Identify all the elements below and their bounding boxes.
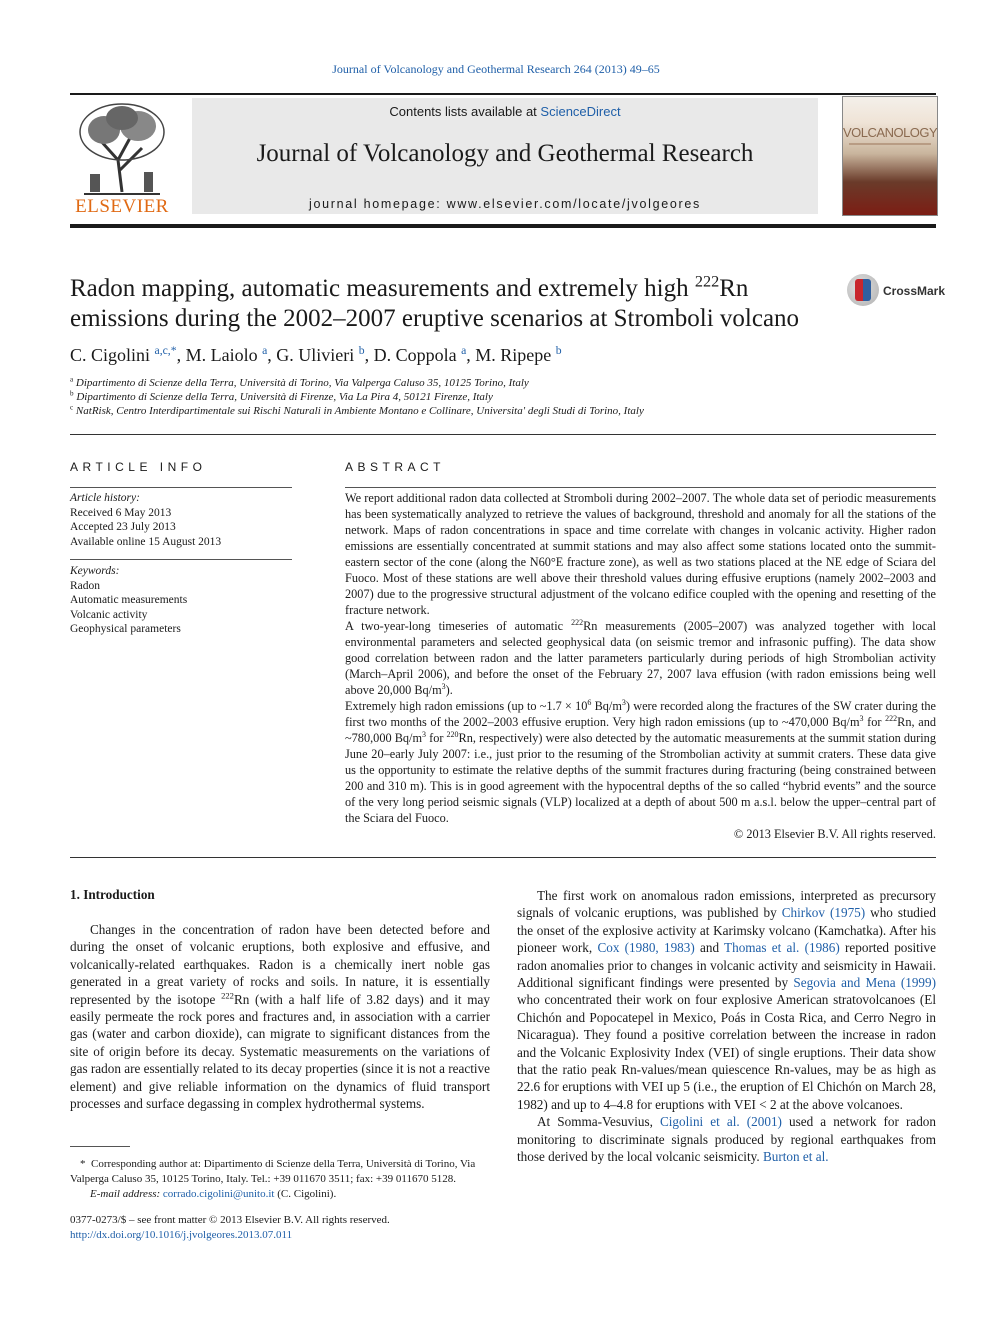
reference-link[interactable]: Chirkov (1975): [781, 905, 866, 921]
abstract-paragraph: Extremely high radon emissions (up to ~1.7 × $10^6$ $Bq/m^3$) were recorded along the fractures of the SW crater during the first two months of the 2002–2003 effusive eruption. Very high radon emissions (up to ~470,000 $Bq/m^3$ for $^{222}$Rn, and ~780,000 $Bq/m^3$ for $^{220}$Rn, respectively) were also detected by the automatic measurements at the summit station during June 20–early July 2007: i.e., just prior to the resuming of the Strombolian activity at summit craters. These data give us the opportunity to estimate the relative depths of the summit fractures during fracturing (being constrained between 200 and 310 m). This is in good agreement with the hypocentral depths of the so called “hybrid events” and the source of the very long period seismic signals (VLP) localized at a depth of about 500 m a.s.l. below the upper–central part of the Sciara del Fuoco.: [345, 697, 936, 825]
email-suffix: (C. Cigolini).: [274, 1188, 337, 1200]
footnote-star: *: [80, 1158, 86, 1170]
author-name[interactable]: G. Ulivieri: [276, 345, 355, 365]
doi-link[interactable]: http://dx.doi.org/10.1016/j.jvolgeores.2013.07.011: [70, 1229, 293, 1241]
history-label: Article history:: [70, 492, 140, 504]
journal-cover-image: [842, 96, 938, 216]
accepted-date: Accepted 23 July 2013: [70, 521, 176, 533]
affiliation-text: NatRisk, Centro Interdipartimentale sui Rischi Naturali in Ambiente Montano e Collinare, Universita' degli Studi di Torino, Italy: [75, 405, 644, 417]
received-date: Received 6 May 2013: [70, 506, 172, 519]
publisher-logo-text: ELSEVIER: [75, 196, 169, 217]
abstract-rule: [345, 487, 936, 488]
keyword: Automatic measurements: [70, 594, 188, 606]
abstract-heading: ABSTRACT: [345, 460, 446, 474]
keywords-rule: [70, 559, 292, 560]
journal-homepage[interactable]: journal homepage: www.elsevier.com/locate/jvolgeores: [308, 197, 702, 211]
keywords-label: Keywords:: [70, 565, 120, 577]
author-name[interactable]: D. Coppola: [373, 345, 457, 365]
header-bottom-rule: [70, 224, 936, 228]
corresponding-author-footnote: [70, 1157, 490, 1202]
title-part1: Radon mapping, automatic measurements and extremely high: [70, 275, 695, 302]
journal-citation[interactable]: Journal of Volcanology and Geothermal Research 264 (2013) 49–65: [332, 62, 660, 76]
crossmark-badge[interactable]: [847, 274, 946, 310]
author-affiliation-mark[interactable]: a: [262, 344, 268, 357]
contents-line: [192, 104, 818, 119]
affiliation-text: Dipartimento di Scienze della Terra, Università di Torino, Via Valperga Caluso 35, 10125 Torino, Italy: [75, 377, 529, 389]
affiliation: [70, 391, 493, 403]
author-affiliation-mark[interactable]: a,c,*: [154, 344, 177, 357]
article-history: [70, 491, 221, 549]
intro-right-column: [517, 887, 936, 1166]
article-info-rule: [70, 487, 292, 488]
intro-left-column: [70, 921, 490, 1112]
author-affiliation-mark[interactable]: b: [358, 344, 365, 357]
contents-prefix: Contents lists available at: [389, 104, 541, 119]
article-title: [70, 274, 830, 334]
author-list: C. Cigolini $^{a,c,*}$, M. Laiolo $^a$, G. Ulivieri $^b$, D. Coppola $^a$, M. Ripepe $^b$: [70, 344, 562, 365]
keyword: Volcanic activity: [70, 608, 148, 621]
footnote-text: Corresponding author at: Dipartimento di Scienze della Terra, Università di Torino, Via Valperga Caluso 35, 10125 Torino, Italy. Tel.: +39 011670 3511; fax: +39 011670 5128.: [70, 1158, 476, 1185]
crossmark-icon: [847, 274, 879, 306]
affiliation-mark: c: [70, 403, 74, 412]
sciencedirect-link[interactable]: ScienceDirect: [540, 104, 621, 119]
issn-line: 0377-0273/$ – see front matter © 2013 Elsevier B.V. All rights reserved.: [70, 1214, 390, 1226]
body-paragraph: Changes in the concentration of radon have been detected before and during the onset of volcanic eruptions, both explosive and effusive, and volcanically-related earthquakes. Radon is a chemically inert noble gas generated in a great variety of rocks and soils. In nature, it is essentially represented by the isotope $^{222}$Rn (with a half life of 3.82 days) and it may easily permeate the rock pores and fractures and, in association with a carrier gas (water and carbon dioxide), can migrate to significant distances from the site of origin before its decay. Systematic measurements on the variations of gas radon are essentially related to its decay properties (since it is not a reactive element) and give reliable information on the dynamics of fluid transport processes and surface degassing in complex hydrothermal systems.: [70, 922, 491, 1112]
abstract-paragraph: A two-year-long timeseries of automatic $^{222}$Rn measurements (2005–2007) was analyzed together with local environmental parameters and selected geophysical data (on seismic tremor and infrasonic puffing). The data show good correlation between radon and the latter parameters particularly during periods of high Strombolian activity (March–April 2006), and before the onset of the February 27, 2007 lava effusion (with radon emissions being well above 20,000 $Bq/m^3$).: [345, 617, 936, 697]
reference-link[interactable]: Burton et al.: [762, 1149, 829, 1165]
crossmark-label: CrossMark: [883, 284, 946, 298]
copyright-notice: © 2013 Elsevier B.V. All rights reserved.: [733, 827, 936, 841]
affiliation-mark: a: [70, 375, 74, 384]
cover-divider: [849, 143, 931, 145]
reference-link[interactable]: Segovia and Mena (1999): [793, 975, 936, 991]
author-name[interactable]: M. Laiolo: [185, 345, 258, 365]
reference-link[interactable]: Thomas et al. (1986): [724, 940, 840, 956]
section-heading-introduction: 1. Introduction: [70, 887, 155, 902]
keywords: [70, 564, 187, 637]
author-affiliation-mark[interactable]: b: [555, 344, 562, 357]
title-part2: Rn emissions during the 2002–2007 eruptive scenarios at Stromboli volcano: [70, 275, 800, 332]
front-matter: [70, 1213, 490, 1243]
author-name[interactable]: C. Cigolini: [70, 345, 151, 365]
keyword: Geophysical parameters: [70, 623, 181, 635]
abstract-paragraph: We report additional radon data collected at Stromboli during 2002–2007. The whole data set of periodic measurements has been systematically analyzed to retrieve the values of background, threshold and anomaly for all the stations of the network. Maps of radon concentrations in space and time correlate with changes in volcanic activity. Higher radon emissions are essentially concentrated at summit stations and may also affect some stations located onto the summit-eastern sector of the cone (along the N60°E fracture zone), as well as two stations placed at the NE edge of Sciara del Fuoco. Most of these stations are well above their threshold values during effusive eruptions (namely 2002–2003 and 2007) due to the progressive structural adjustment of the volcano edifice coupled with the opening and resetting of the fracture network.: [345, 491, 936, 617]
title-superscript: 222: [694, 272, 720, 291]
online-date: Available online 15 August 2013: [70, 535, 222, 548]
reference-link[interactable]: Cigolini et al. (2001): [659, 1114, 782, 1130]
email-link[interactable]: corrado.cigolini@unito.it: [162, 1188, 275, 1200]
abstract-bottom-rule: [70, 857, 936, 858]
body-paragraph: At Somma-Vesuvius, Cigolini et al. (2001) used a network for radon monitoring to discriminate signals produced by regional earthquakes from those derived by the local volcanic seismicity. Burton et al.: [517, 1114, 936, 1165]
author-affiliation-mark[interactable]: a: [461, 344, 467, 357]
author-name[interactable]: M. Ripepe: [475, 345, 552, 365]
affiliation-text: Dipartimento di Scienze della Terra, Università di Firenze, Via La Pira 4, 50121 Firenze, Italy: [76, 391, 493, 403]
abstract-body: [345, 490, 936, 842]
body-paragraph: The first work on anomalous radon emissions, interpreted as precursory signals of volcanic eruptions, was published by Chirkov (1975) who studied the onset of the explosive activity at Karimsky volcano (Kamchatka). After his pioneer work, Cox (1980, 1983) and Thomas et al. (1986) reported positive radon anomalies prior to changes in volcanic activity and seismicity in Hawaii. Additional significant findings were presented by Segovia and Mena (1999) who concentrated their work on four explosive American stratovolcanoes (El Chichón and Popocatepel in Mexico, Poás in Costa Rica, and Cerro Negro in Nicaragua). They found a positive correlation between the increase in radon and the Volcanic Explosivity Index (VEI) of single eruptions. Their data show that the ratio peak Rn-values/mean quiescence Rn-values, may be as high as 22.6 for eruptions with VEI up 5 (i.e., the eruption of El Chichón on March 28, 1982) and up to 4–4.8 for eruptions with VEI < 2 at the above volcanoes.: [517, 888, 936, 1112]
reference-link[interactable]: Cox (1980, 1983): [597, 940, 695, 956]
cover-title: VOLCANOLOGY: [843, 125, 938, 140]
affiliation-mark: b: [70, 389, 74, 398]
keyword: Radon: [70, 579, 101, 592]
journal-title: Journal of Volcanology and Geothermal Research: [256, 140, 754, 167]
footnote-rule: [70, 1146, 130, 1147]
affiliation: [70, 377, 529, 389]
affiliations-rule: [70, 434, 936, 435]
email-label: E-mail address:: [90, 1188, 163, 1200]
affiliation: [70, 405, 644, 417]
header-top-rule: [70, 93, 936, 95]
article-info-heading: ARTICLE INFO: [70, 460, 207, 474]
